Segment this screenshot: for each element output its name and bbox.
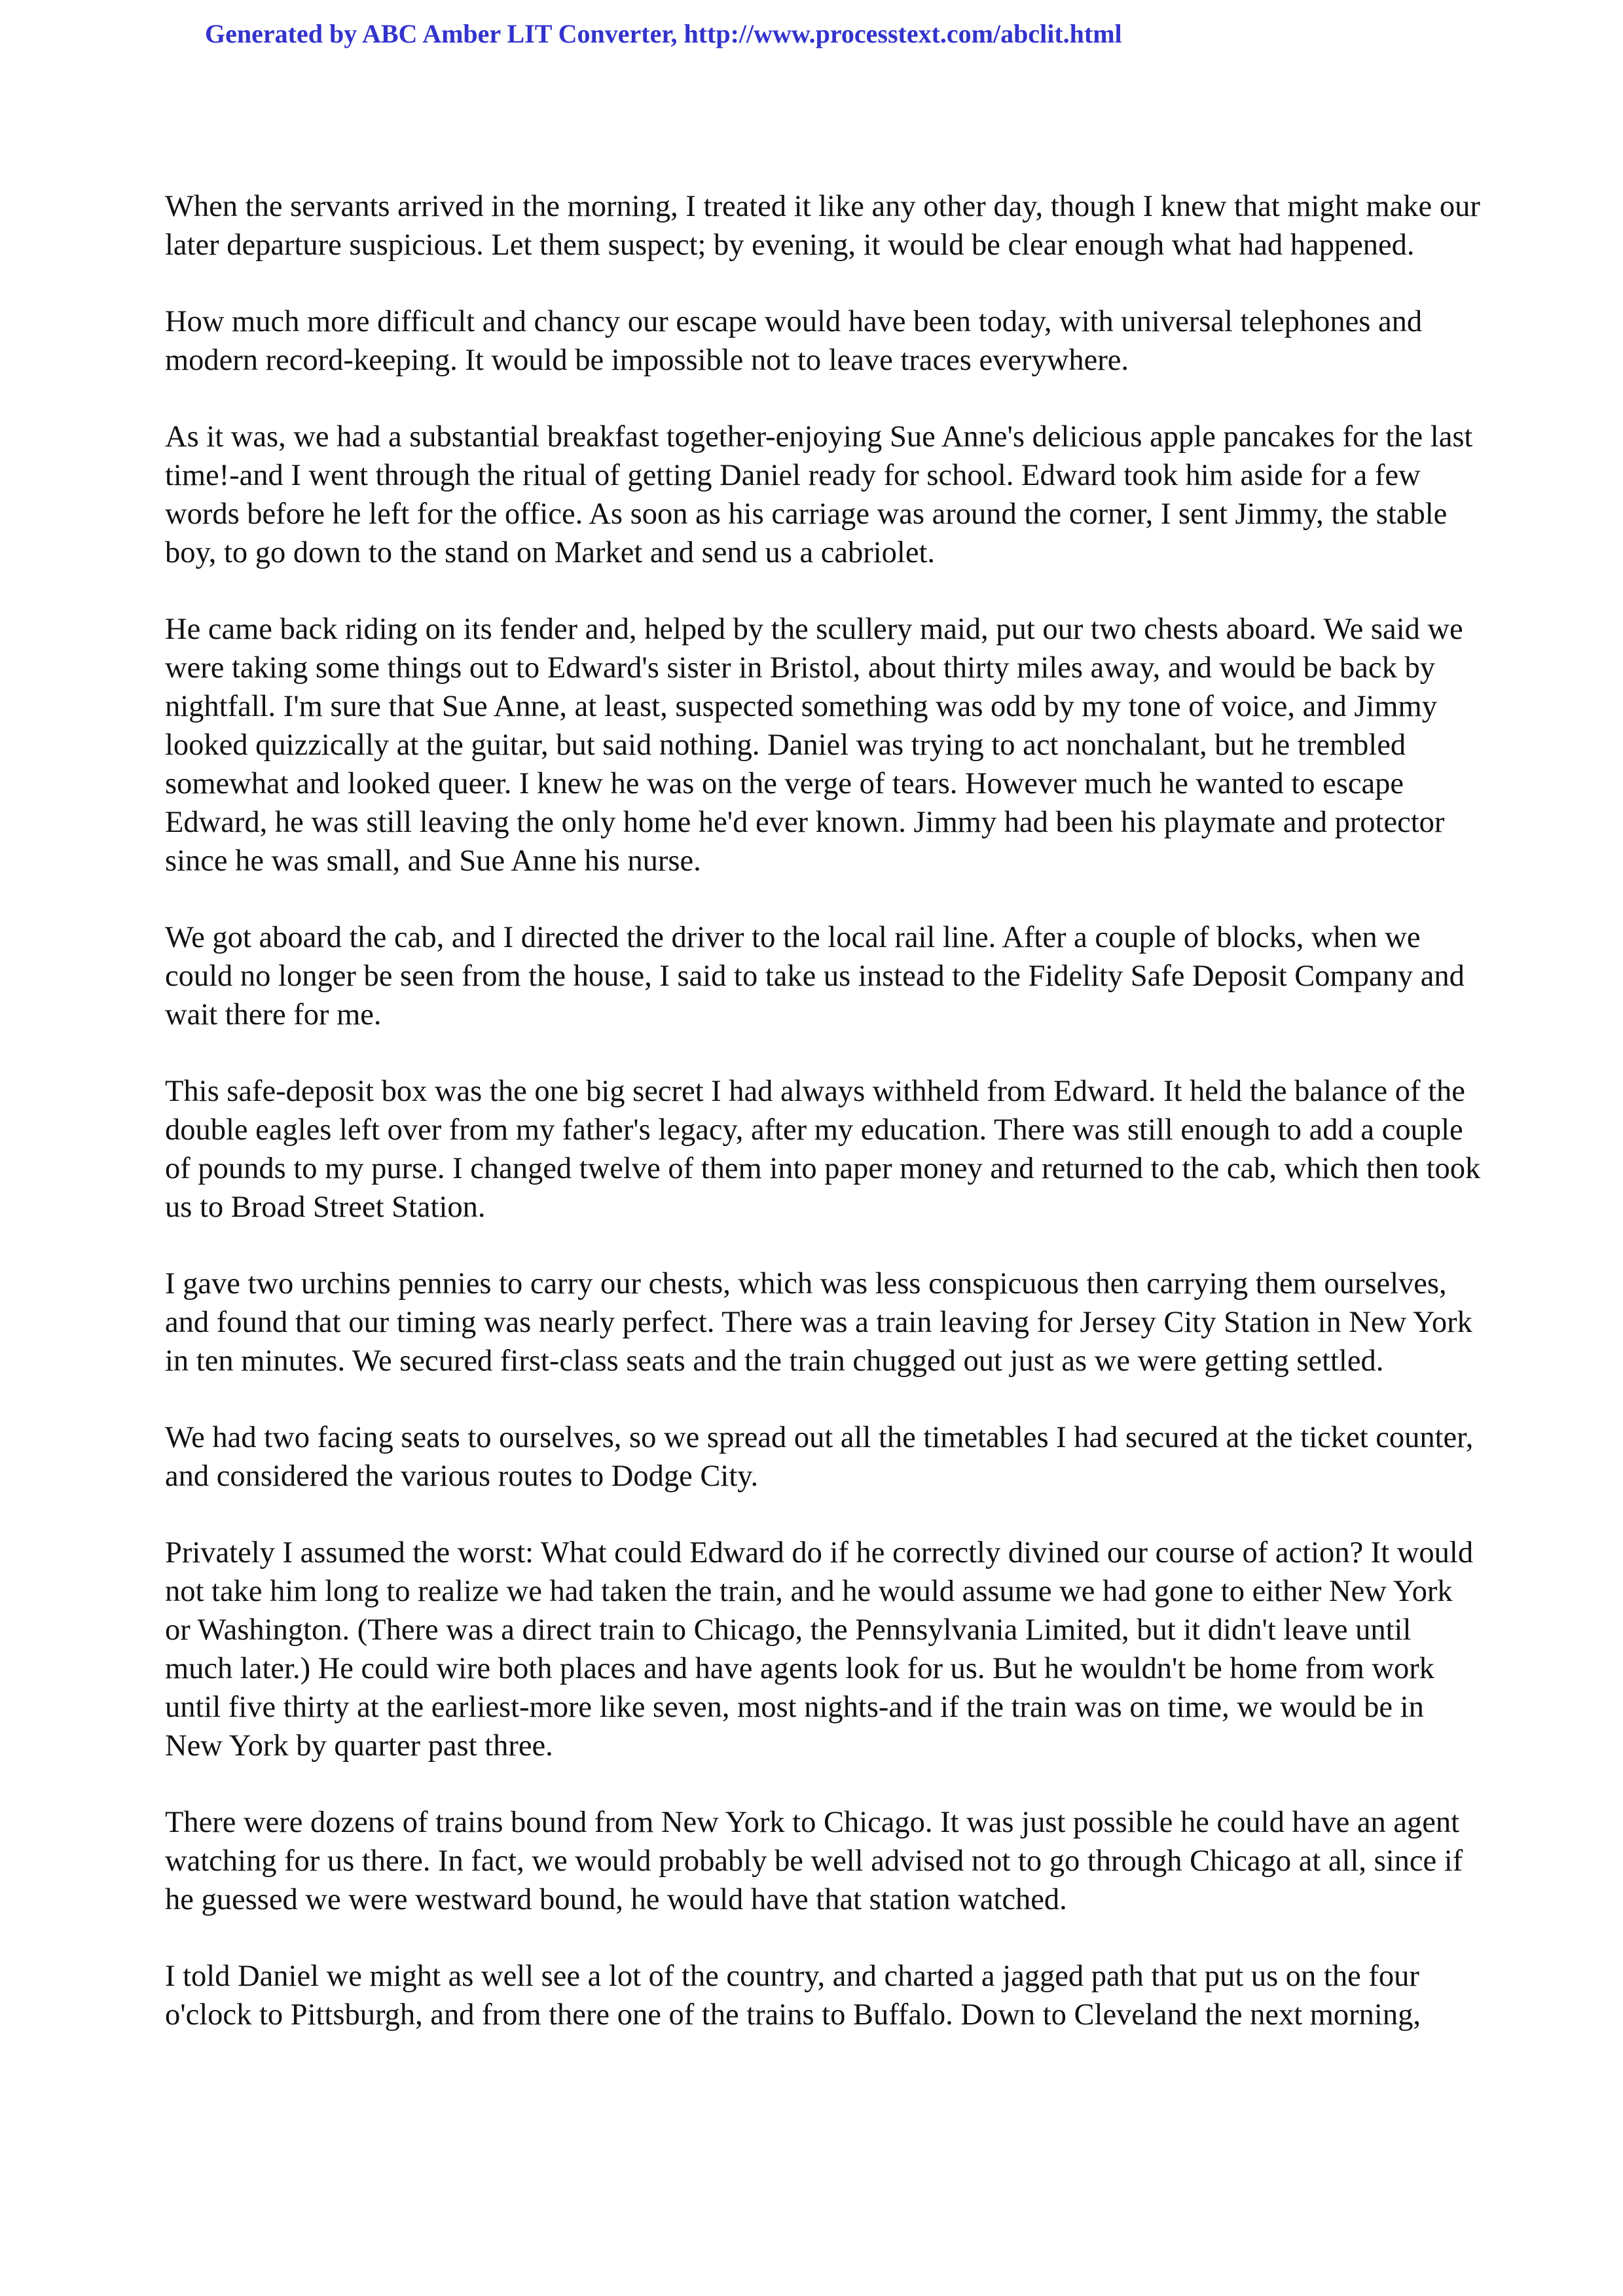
paragraph: How much more difficult and chancy our escape would have been today, with universal telephones and modern record-keeping. It would be impossible not to leave traces everywhere.: [165, 305, 1423, 377]
paragraph: Privately I assumed the worst: What could Edward do if he correctly divined our course of action? It would not take him long to realize we had taken the train, and he would assume we had gone to either New York or Washington. (There was a direct train to Chicago, the Pennsylvania Limited, but it didn't leave until much later.) He could wire both places and have agents look for us. But he wouldn't be home from work until five thirty at the earliest-more like seven, most nights-and if the train was on time, we would be in New York by quarter past three.: [165, 1536, 1474, 1763]
paragraph: We got aboard the cab, and I directed the driver to the local rail line. After a couple of blocks, when we could no longer be seen from the house, I said to take us instead to the Fidelity Safe Deposit Company and wait there for me.: [165, 921, 1465, 1031]
paragraph: I told Daniel we might as well see a lot of the country, and charted a jagged path that put us on the four o'clock to Pittsburgh, and from there one of the trains to Buffalo. Down to Cleveland the next morning,: [165, 1960, 1421, 2032]
paragraph: There were dozens of trains bound from New York to Chicago. It was just possible he could have an agent watching for us there. In fact, we would probably be well advised not to go through Chicago at all, since if he guessed we were westward bound, he would have that station watched.: [165, 1806, 1463, 1916]
converter-header: Generated by ABC Amber LIT Converter, http://www.processtext.com/abclit.html: [205, 19, 1122, 48]
paragraph: He came back riding on its fender and, helped by the scullery maid, put our two chests aboard. We said we were taking some things out to Edward's sister in Bristol, about thirty miles away, and would be back by nightfall. I'm sure that Sue Anne, at least, suspected something was odd by my tone of voice, and Jimmy looked quizzically at the guitar, but said nothing. Daniel was trying to act nonchalant, but he trembled somewhat and looked queer. I knew he was on the verge of tears. However much he wanted to escape Edward, he was still leaving the only home he'd ever known. Jimmy had been his playmate and protector since he was small, and Sue Anne his nurse.: [165, 613, 1463, 878]
document-body: [165, 187, 1481, 2034]
paragraph: As it was, we had a substantial breakfast together-enjoying Sue Anne's delicious apple pancakes for the last time!-and I went through the ritual of getting Daniel ready for school. Edward took him aside for a few words before he left for the office. As soon as his carriage was around the corner, I sent Jimmy, the stable boy, to go down to the stand on Market and send us a cabriolet.: [165, 420, 1473, 569]
paragraph: I gave two urchins pennies to carry our chests, which was less conspicuous then carrying them ourselves, and found that our timing was nearly perfect. There was a train leaving for Jersey City Station in New York in ten minutes. We secured first-class seats and the train chugged out just as we were getting settled.: [165, 1267, 1472, 1378]
paragraph: We had two facing seats to ourselves, so we spread out all the timetables I had secured at the ticket counter, and considered the various routes to Dodge City.: [165, 1421, 1474, 1493]
paragraph: When the servants arrived in the morning, I treated it like any other day, though I knew that might make our later departure suspicious. Let them suspect; by evening, it would be clear enough what had happened.: [165, 190, 1480, 262]
paragraph: This safe-deposit box was the one big secret I had always withheld from Edward. It held the balance of the double eagles left over from my father's legacy, after my education. There was still enough to add a couple of pounds to my purse. I changed twelve of them into paper money and returned to the cab, which then took us to Broad Street Station.: [165, 1075, 1481, 1224]
